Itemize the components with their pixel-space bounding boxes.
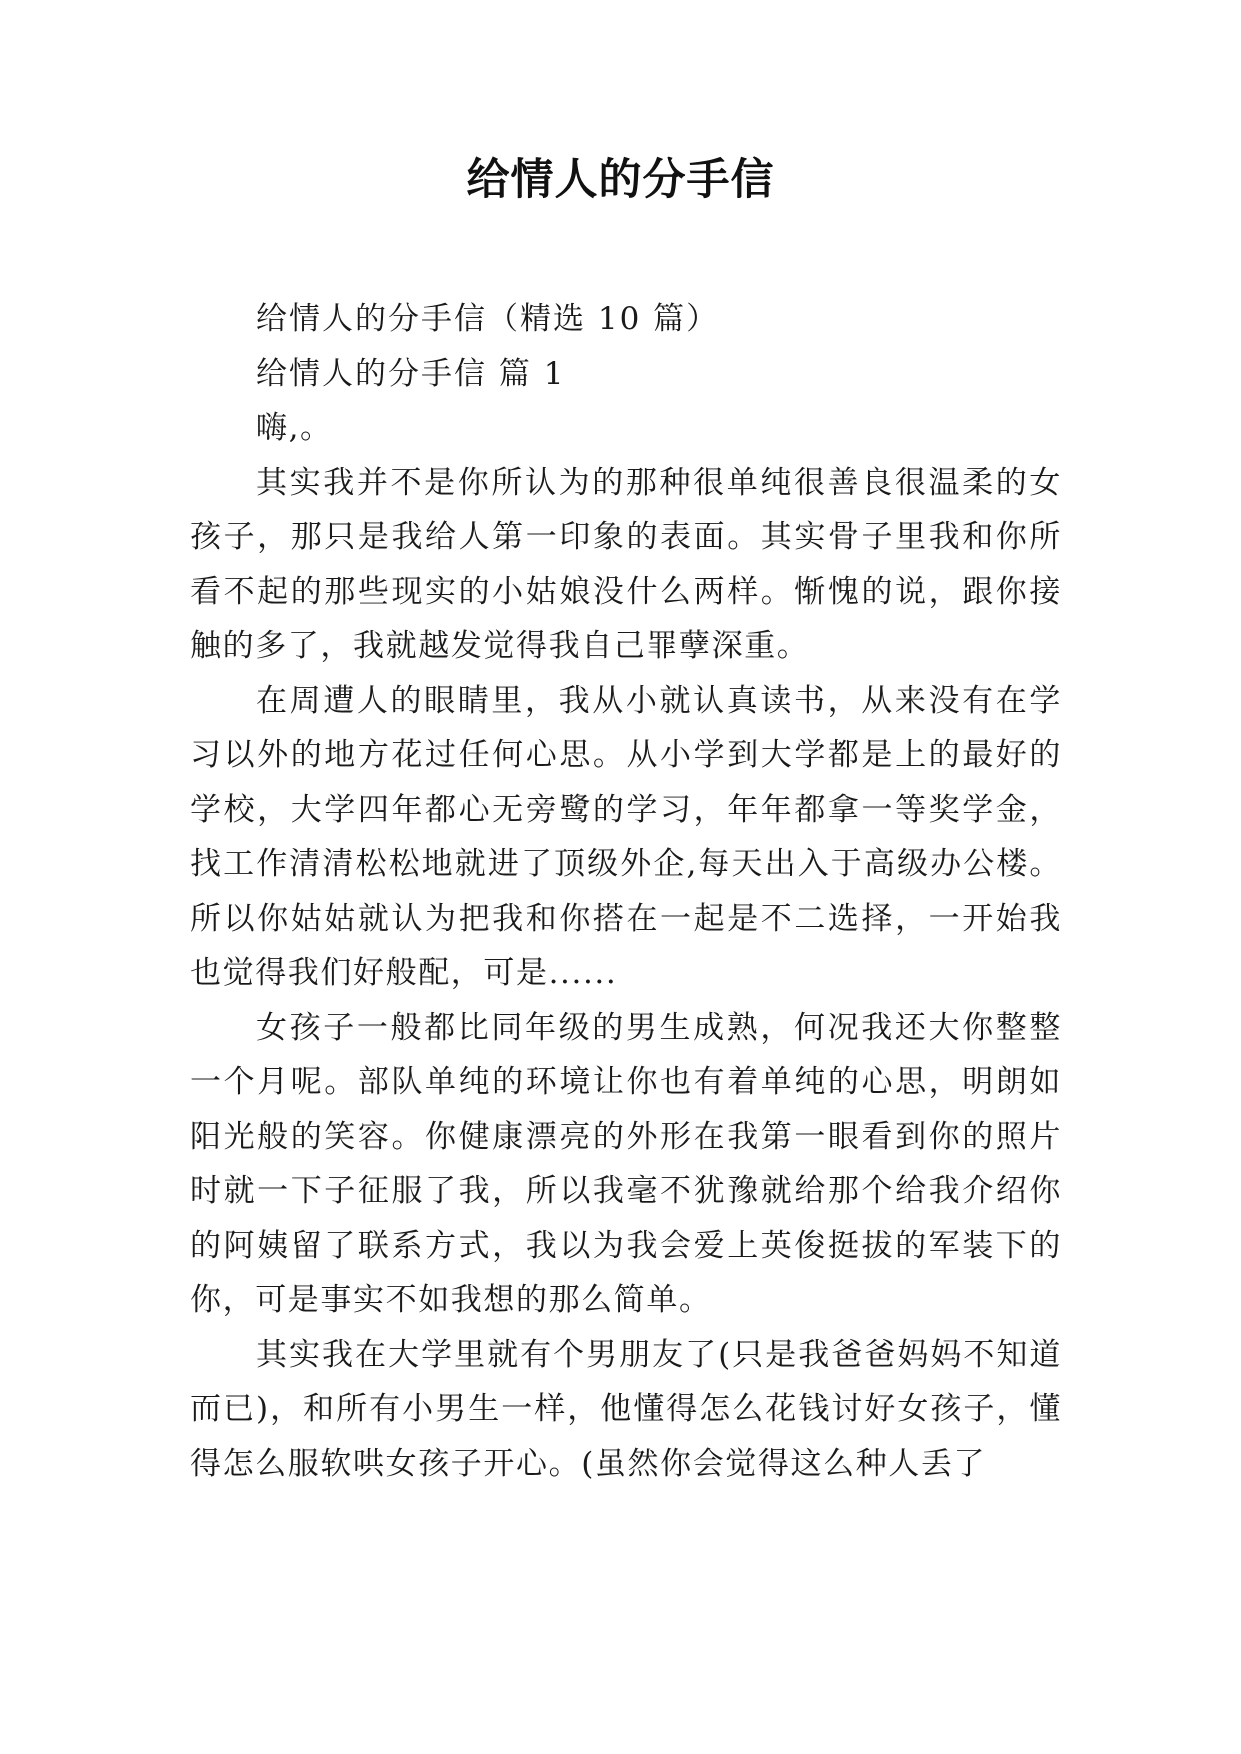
paragraph-greeting: 嗨,。 <box>256 410 333 446</box>
paragraph: 在周遭人的眼睛里，我从小就认真读书，从来没有在学习以外的地方花过任何心思。从小学到大学都是上的最好的学校，大学四年都心无旁鹭的学习，年年都拿一等奖学金，找工作清清松松地就进了顶级外企,每天出入于高级办公楼。所以你姑姑就认为把我和你搭在一起是不二选择，一开始我也觉得我们好般配，可是...... <box>190 682 1062 991</box>
document-title: 给情人的分手信 <box>466 155 775 205</box>
section-heading: 给情人的分手信 篇 1 <box>256 355 566 392</box>
paragraph: 其实我并不是你所认为的那种很单纯很善良很温柔的女孩子，那只是我给人第一印象的表面。其实骨子里我和你所看不起的那些现实的小姑娘没什么两样。惭愧的说，跟你接触的多了，我就越发觉得我自己罪孽深重。 <box>190 464 1062 664</box>
subtitle-line: 给情人的分手信（精选 10 篇） <box>256 301 720 337</box>
paragraph: 其实我在大学里就有个男朋友了(只是我爸爸妈妈不知道而已)，和所有小男生一样，他懂得怎么花钱讨好女孩子，懂得怎么服软哄女孩子开心。(虽然你会觉得这么种人丢了 <box>190 1336 1062 1482</box>
paragraph: 女孩子一般都比同年级的男生成熟，何况我还大你整整一个月呢。部队单纯的环境让你也有着单纯的心思，明朗如阳光般的笑容。你健康漂亮的外形在我第一眼看到你的照片时就一下子征服了我，所以我毫不犹豫就给那个给我介绍你的阿姨留了联系方式，我以为我会爱上英俊挺拔的军装下的你，可是事实不如我想的那么简单。 <box>190 1009 1062 1318</box>
document-body <box>190 292 1062 1491</box>
